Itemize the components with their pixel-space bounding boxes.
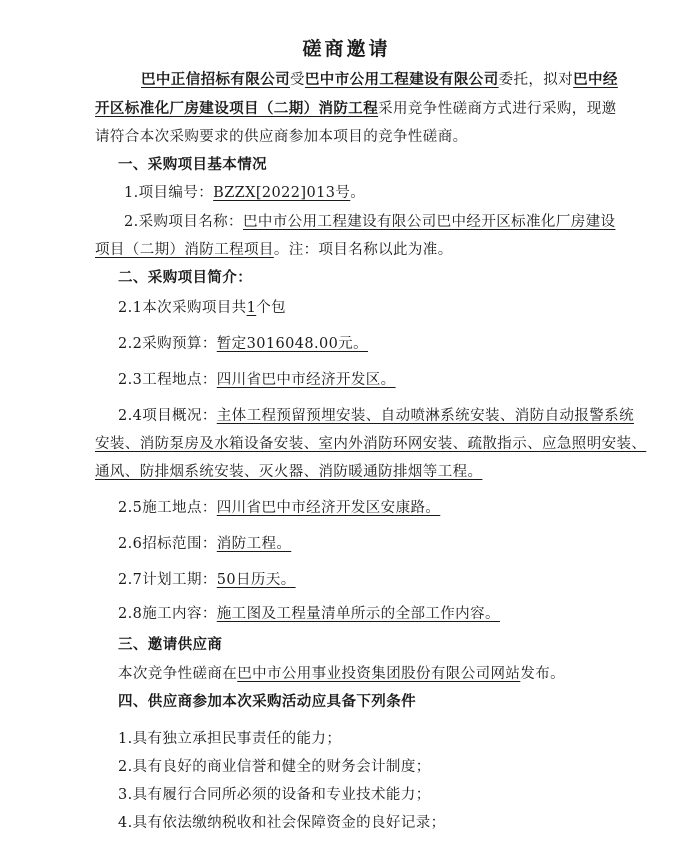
scope-value: 消防工程。	[216, 536, 292, 552]
package-count-unit: 个包	[256, 300, 287, 316]
project-name-value: 巴中市公用工程建设有限公司巴中经开区标准化厂房建设	[242, 214, 616, 230]
intro-text: 受	[290, 72, 305, 88]
project-name-label: 2.采购项目名称：	[124, 214, 243, 230]
overview-value-cont: 通风、防排烟系统安装、灭火器、消防暖通防排烟等工程。	[95, 464, 483, 480]
project-name-part-1: 巴中经	[573, 71, 618, 88]
agent-name: 巴中正信招标有限公司	[141, 71, 290, 88]
requirement-item: 1.具有独立承担民事责任的能力；	[118, 731, 342, 747]
site-label: 2.5施工地点：	[118, 500, 217, 516]
construction-content	[118, 604, 500, 624]
project-name-cont	[95, 240, 453, 260]
overview-value: 主体工程预留预埋安装、自动喷淋系统安装、消防自动报警系统	[216, 408, 634, 424]
budget-value: 暂定3016048.00元。	[216, 336, 369, 352]
project-name-part-2: 开区标准化厂房建设项目（二期）消防工程	[95, 100, 379, 117]
invitation-text-post: 发布。	[520, 666, 566, 682]
construction-site	[118, 498, 440, 518]
planned-duration	[118, 570, 296, 590]
overview-line-2	[95, 434, 646, 454]
project-name-note: 。注：项目名称以此为准。	[273, 242, 453, 258]
location-value: 四川省巴中市经济开发区。	[216, 372, 396, 388]
scope-label: 2.6招标范围：	[118, 536, 217, 552]
intro-line-3: 请符合本次采购要求的供应商参加本项目的竞争性磋商。	[95, 129, 468, 145]
duration-label: 2.7计划工期：	[118, 572, 217, 588]
section-1-heading: 一、采购项目基本情况	[118, 156, 267, 173]
overview-value-cont: 安装、消防泵房及水箱设备安装、室内外消防环网安装、疏散指示、应急照明安装、	[95, 436, 647, 452]
requirement-item: 3.具有履行合同所必须的设备和专业技术能力；	[118, 787, 431, 803]
site-value: 四川省巴中市经济开发区安康路。	[216, 500, 441, 516]
overview-label: 2.4项目概况：	[118, 408, 217, 424]
invitation-text-pre: 本次竞争性磋商在	[118, 666, 238, 682]
location-label: 2.3工程地点：	[118, 372, 217, 388]
intro-line-2	[95, 99, 617, 119]
content-value: 施工图及工程量清单所示的全部工作内容。	[216, 606, 500, 622]
section-4-heading: 四、供应商参加本次采购活动应具备下列条件	[118, 693, 416, 710]
intro-text: 委托，拟对	[498, 72, 574, 88]
project-number-value: BZZX[2022]013号	[213, 185, 351, 201]
buyer-name: 巴中市公用工程建设有限公司	[304, 71, 499, 88]
intro-line-1	[141, 70, 618, 90]
invitation-text	[118, 664, 565, 684]
project-number-label: 1.项目编号：	[124, 185, 214, 201]
tender-scope	[118, 534, 291, 554]
content-label: 2.8施工内容：	[118, 606, 217, 622]
project-name-value-cont: 项目（二期）消防工程项目	[95, 242, 274, 258]
budget-label: 2.2采购预算：	[118, 336, 217, 352]
budget	[118, 334, 368, 354]
package-count-label: 2.1本次采购项目共	[118, 300, 247, 316]
publication-website: 巴中市公用事业投资集团股份有限公司网站	[237, 666, 521, 682]
intro-text: 采用竞争性磋商方式进行采购，现邀	[378, 101, 617, 117]
project-number	[124, 183, 365, 203]
project-location	[118, 370, 396, 390]
requirement-item: 4.具有依法缴纳税收和社会保障资金的良好记录；	[118, 815, 446, 831]
overview-line-3	[95, 462, 482, 482]
package-count	[118, 298, 286, 318]
package-count-value: 1	[246, 300, 257, 316]
section-3-heading: 三、邀请供应商	[118, 636, 223, 653]
duration-value: 50日历天。	[216, 572, 296, 588]
document-title: 磋商邀请	[302, 38, 391, 60]
requirement-item: 2.具有良好的商业信誉和健全的财务会计制度；	[118, 759, 431, 775]
punct: 。	[350, 185, 366, 201]
section-2-heading: 二、采购项目简介：	[118, 269, 253, 286]
project-name	[124, 212, 615, 232]
project-overview	[118, 406, 634, 426]
